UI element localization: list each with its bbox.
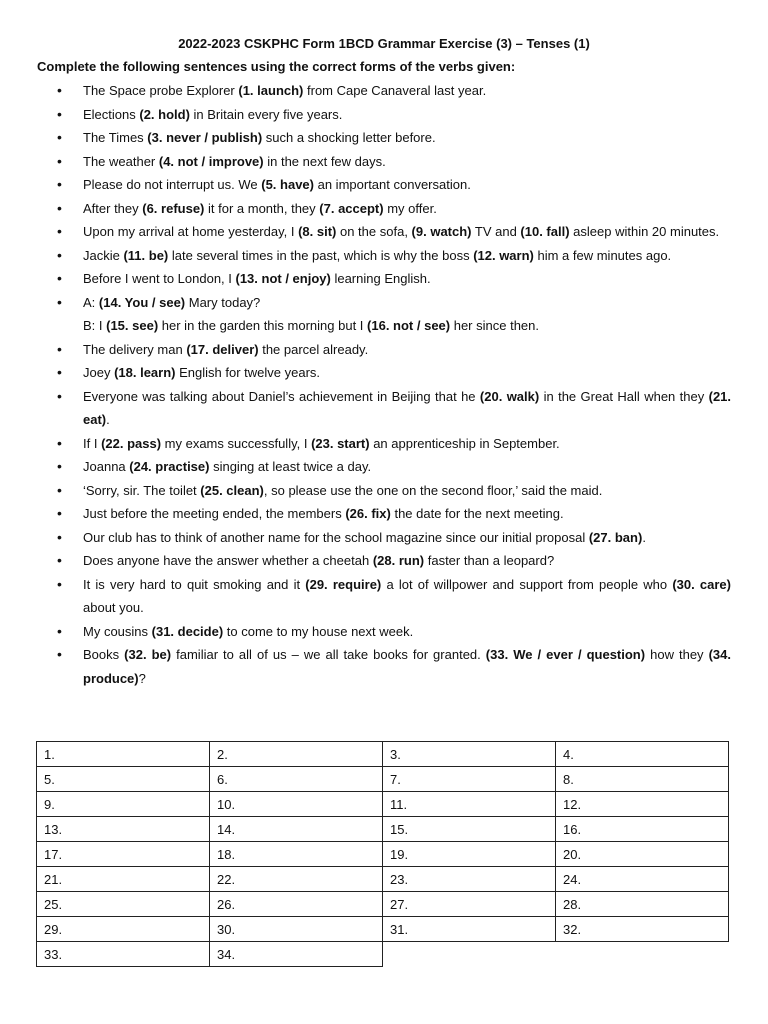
verb-prompt: (21. eat): [83, 388, 732, 427]
sentence-text: B: I: [83, 318, 107, 333]
exercise-item: [37, 173, 731, 197]
sentence-text: the parcel already.: [258, 341, 369, 357]
sentence-text: English for twelve years.: [175, 365, 321, 380]
answer-cell[interactable]: 15.: [383, 817, 556, 842]
answer-cell[interactable]: 11.: [383, 792, 556, 817]
verb-prompt: (11. be): [123, 247, 169, 263]
answer-cell[interactable]: 34.: [210, 942, 383, 967]
sentence-text: singing at least twice a day.: [209, 459, 372, 474]
sentence-text: it for a month, they: [204, 200, 320, 216]
exercise-item: [37, 150, 731, 174]
sentence-text: Mary today?: [185, 294, 261, 310]
sentence-text: Upon my arrival at home yesterday, I: [83, 224, 299, 239]
sentence-text: My cousins: [83, 623, 152, 639]
answer-cell[interactable]: 27.: [383, 892, 556, 917]
verb-prompt: (6. refuse): [142, 200, 205, 216]
answer-row: [37, 942, 729, 967]
answer-cell[interactable]: 7.: [383, 767, 556, 792]
exercise-item: [37, 502, 731, 526]
verb-prompt: (20. walk): [479, 388, 540, 404]
answer-row: [37, 817, 729, 842]
sentence-text: the date for the next meeting.: [390, 506, 564, 521]
sentence-text: faster than a leopard?: [424, 553, 555, 568]
verb-prompt: (8. sit): [298, 224, 337, 239]
sentence-text: Jackie: [83, 247, 124, 263]
sentence-text: Before I went to London, I: [83, 271, 236, 286]
verb-prompt: (15. see): [106, 318, 159, 333]
sentence-text: in Britain every five years.: [189, 106, 343, 122]
exercise-item: [37, 79, 731, 103]
answer-cell[interactable]: 32.: [556, 917, 729, 942]
answer-cell[interactable]: 21.: [37, 867, 210, 892]
verb-prompt: (34. produce): [83, 647, 731, 686]
exercise-item: [37, 455, 731, 479]
verb-prompt: (24. practise): [129, 459, 210, 474]
verb-prompt: (12. warn): [473, 247, 534, 263]
verb-prompt: (3. never / publish): [147, 130, 263, 145]
sentence-text: TV and: [471, 224, 521, 239]
answer-cell[interactable]: 30.: [210, 917, 383, 942]
verb-prompt: (23. start): [311, 435, 370, 451]
sentence-text: how they: [645, 647, 709, 662]
sentence-text: Elections: [83, 106, 140, 122]
sentence-text: asleep within 20 minutes.: [569, 224, 720, 239]
verb-prompt: (5. have): [261, 177, 314, 192]
answer-table: [36, 741, 729, 967]
verb-prompt: (30. care): [672, 576, 731, 592]
exercise-item: [37, 432, 731, 456]
answer-cell[interactable]: 19.: [383, 842, 556, 867]
exercise-item: [37, 573, 731, 620]
sentence-text: my offer.: [383, 200, 437, 216]
answer-row: [37, 842, 729, 867]
exercise-item: [37, 220, 731, 244]
sentence-text: Our club has to think of another name for the school magazine since our initial proposal: [83, 529, 589, 545]
sentence-text: Joey: [83, 365, 115, 380]
verb-prompt: (26. fix): [345, 506, 391, 521]
verb-prompt: (31. decide): [151, 623, 224, 639]
sentence-text: to come to my house next week.: [223, 623, 414, 639]
exercise-item: [37, 244, 731, 268]
worksheet-title: 2022-2023 CSKPHC Form 1BCD Grammar Exercise (3) – Tenses (1): [178, 36, 590, 51]
answer-cell[interactable]: 29.: [37, 917, 210, 942]
answer-cell[interactable]: 10.: [210, 792, 383, 817]
verb-prompt: (1. launch): [238, 83, 304, 98]
answer-row: [37, 917, 729, 942]
answer-cell[interactable]: 28.: [556, 892, 729, 917]
verb-prompt: (18. learn): [114, 365, 176, 380]
verb-prompt: (22. pass): [101, 435, 162, 451]
answer-cell[interactable]: 16.: [556, 817, 729, 842]
sentence-text: late several times in the past, which is why the boss: [168, 247, 474, 263]
sentence-text: my exams successfully, I: [161, 435, 312, 451]
exercise-item: [37, 549, 731, 573]
answer-cell[interactable]: 26.: [210, 892, 383, 917]
verb-prompt: (13. not / enjoy): [235, 271, 331, 286]
sentence-text: .: [642, 529, 646, 545]
verb-prompt: (27. ban): [588, 529, 643, 545]
exercise-list: [37, 79, 731, 690]
answer-cell[interactable]: 22.: [210, 867, 383, 892]
verb-prompt: (7. accept): [319, 200, 384, 216]
sentence-text: Books: [83, 647, 125, 662]
verb-prompt: (4. not / improve): [158, 153, 264, 169]
sentence-text: The weather: [83, 153, 159, 169]
answer-cell[interactable]: 6.: [210, 767, 383, 792]
sentence-text: familiar to all of us – we all take books for granted.: [171, 647, 486, 662]
answer-cell[interactable]: 20.: [556, 842, 729, 867]
exercise-item: [37, 197, 731, 221]
sentence-text: The Space probe Explorer: [83, 83, 239, 98]
exercise-item: [37, 361, 731, 385]
empty-cell: [383, 942, 556, 967]
instructions: Complete the following sentences using the correct forms of the verbs given:: [37, 59, 516, 74]
answer-row: [37, 792, 729, 817]
sentence-text: Joanna: [83, 459, 130, 474]
sentence-text: The Times: [83, 130, 148, 145]
answer-cell[interactable]: 8.: [556, 767, 729, 792]
sentence-text: her since then.: [450, 318, 539, 333]
answer-cell[interactable]: 31.: [383, 917, 556, 942]
sentence-text: ?: [138, 670, 146, 686]
sentence-text: him a few minutes ago.: [533, 247, 672, 263]
sentence-text: Does anyone have the answer whether a cheetah: [83, 553, 373, 568]
answer-cell[interactable]: 25.: [37, 892, 210, 917]
verb-prompt: (33. We / ever / question): [485, 647, 646, 662]
exercise-item: [37, 526, 731, 550]
sentence-text: If I: [83, 435, 102, 451]
exercise-item: [37, 620, 731, 644]
verb-prompt: (9. watch): [411, 224, 472, 239]
exercise-item: [37, 314, 731, 338]
sentence-text: on the sofa,: [336, 224, 412, 239]
answer-cell[interactable]: 17.: [37, 842, 210, 867]
sentence-text: Just before the meeting ended, the members: [83, 506, 346, 521]
answer-row: [37, 892, 729, 917]
sentence-text: in the Great Hall when they: [539, 388, 709, 404]
sentence-text: an important conversation.: [314, 177, 471, 192]
verb-prompt: (28. run): [372, 553, 425, 568]
answer-cell[interactable]: 2.: [210, 742, 383, 767]
sentence-text: in the next few days.: [263, 153, 386, 169]
sentence-text: The delivery man: [83, 341, 187, 357]
verb-prompt: (14. You / see): [98, 294, 186, 310]
answer-row: [37, 767, 729, 792]
sentence-text: from Cape Canaveral last year.: [303, 83, 487, 98]
sentence-text: Please do not interrupt us. We: [83, 177, 262, 192]
verb-prompt: (29. require): [305, 576, 382, 592]
verb-prompt: (17. deliver): [186, 341, 259, 357]
empty-cell: [556, 942, 729, 967]
exercise-item: [37, 267, 731, 291]
answer-row: [37, 742, 729, 767]
sentence-text: learning English.: [330, 271, 431, 286]
exercise-item: [37, 291, 731, 315]
answer-cell[interactable]: 23.: [383, 867, 556, 892]
answer-cell[interactable]: 13.: [37, 817, 210, 842]
verb-prompt: (16. not / see): [367, 318, 451, 333]
verb-prompt: (32. be): [124, 647, 172, 662]
answer-cell[interactable]: 9.: [37, 792, 210, 817]
exercise-item: [37, 479, 731, 503]
answer-cell[interactable]: 5.: [37, 767, 210, 792]
exercise-item: [37, 103, 731, 127]
sentence-text: It is very hard to quit smoking and it: [83, 576, 306, 592]
sentence-text: an apprenticeship in September.: [369, 435, 560, 451]
answer-cell[interactable]: 3.: [383, 742, 556, 767]
sentence-text: ‘Sorry, sir. The toilet: [83, 482, 201, 498]
exercise-item: [37, 643, 731, 690]
sentence-text: .: [106, 412, 110, 427]
exercise-item: [37, 385, 731, 432]
sentence-text: Everyone was talking about Daniel’s achievement in Beijing that he: [83, 388, 480, 404]
sentence-text: such a shocking letter before.: [262, 130, 436, 145]
answer-cell[interactable]: 14.: [210, 817, 383, 842]
sentence-text: , so please use the one on the second floor,’ said the maid.: [263, 482, 603, 498]
exercise-item: [37, 126, 731, 150]
exercise-item: [37, 338, 731, 362]
answer-row: [37, 867, 729, 892]
answer-cell[interactable]: 33.: [37, 942, 210, 967]
answer-cell[interactable]: 18.: [210, 842, 383, 867]
verb-prompt: (10. fall): [520, 224, 570, 239]
sentence-text: her in the garden this morning but I: [158, 318, 368, 333]
sentence-text: about you.: [83, 600, 144, 615]
sentence-text: After they: [83, 200, 143, 216]
answer-cell[interactable]: 24.: [556, 867, 729, 892]
answer-cell[interactable]: 12.: [556, 792, 729, 817]
sentence-text: a lot of willpower and support from people who: [381, 576, 673, 592]
answer-cell[interactable]: 4.: [556, 742, 729, 767]
answer-cell[interactable]: 1.: [37, 742, 210, 767]
verb-prompt: (25. clean): [200, 482, 264, 498]
verb-prompt: (2. hold): [139, 106, 190, 122]
sentence-text: A:: [83, 294, 99, 310]
